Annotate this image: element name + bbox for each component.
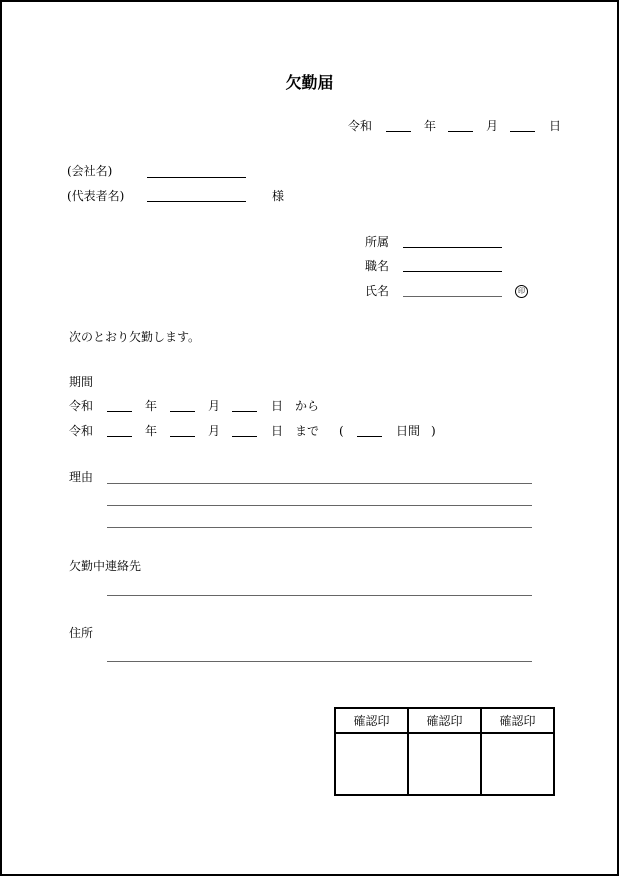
from-day-field[interactable]: [232, 411, 257, 412]
stamp-box-1[interactable]: [335, 733, 408, 795]
to-year-label: 年: [145, 424, 158, 438]
stamp-header-2: 確認印: [408, 708, 481, 733]
to-day-field[interactable]: [232, 436, 257, 437]
date-month-label: 月: [486, 119, 499, 133]
days-close-paren: ): [431, 424, 436, 438]
reason-label: 理由: [69, 470, 94, 484]
from-month-field[interactable]: [170, 411, 195, 412]
to-year-field[interactable]: [107, 436, 132, 437]
approval-stamp-table: [334, 707, 555, 796]
name-label: 氏名: [365, 284, 390, 298]
department-label: 所属: [365, 235, 390, 249]
seal-icon: 印: [515, 285, 528, 298]
company-label: (会社名): [67, 164, 113, 178]
to-month-label: 月: [208, 424, 221, 438]
contact-line[interactable]: [107, 595, 532, 596]
statement-text: 次のとおり欠勤します。: [69, 330, 201, 344]
date-day-label: 日: [549, 119, 562, 133]
address-label: 住所: [69, 626, 94, 640]
days-open-paren: (: [339, 424, 344, 438]
representative-label: (代表者名): [67, 189, 125, 203]
department-field[interactable]: [403, 247, 502, 248]
position-label: 職名: [365, 259, 390, 273]
to-month-field[interactable]: [170, 436, 195, 437]
to-suffix: まで: [295, 424, 320, 438]
date-year-field[interactable]: [386, 131, 411, 132]
reason-line-1[interactable]: [107, 483, 532, 484]
to-day-label: 日: [271, 424, 284, 438]
reason-line-3[interactable]: [107, 527, 532, 528]
from-day-label: 日: [271, 399, 284, 413]
days-count-field[interactable]: [357, 436, 382, 437]
from-month-label: 月: [208, 399, 221, 413]
stamp-header-1: 確認印: [335, 708, 408, 733]
days-label: 日間: [396, 424, 421, 438]
to-era-label: 令和: [69, 424, 94, 438]
page-title: 欠勤届: [285, 73, 334, 92]
from-era-label: 令和: [69, 399, 94, 413]
from-year-label: 年: [145, 399, 158, 413]
stamp-box-2[interactable]: [408, 733, 481, 795]
date-year-label: 年: [424, 119, 437, 133]
from-year-field[interactable]: [107, 411, 132, 412]
date-era-label: 令和: [348, 119, 373, 133]
company-field[interactable]: [147, 177, 246, 178]
name-field[interactable]: [403, 296, 502, 297]
address-line[interactable]: [107, 661, 532, 662]
from-suffix: から: [295, 399, 320, 413]
position-field[interactable]: [403, 271, 502, 272]
stamp-header-3: 確認印: [481, 708, 554, 733]
period-heading: 期間: [69, 375, 94, 389]
stamp-box-3[interactable]: [481, 733, 554, 795]
contact-label: 欠勤中連絡先: [69, 559, 142, 573]
reason-line-2[interactable]: [107, 505, 532, 506]
honorific-label: 様: [272, 189, 285, 203]
representative-field[interactable]: [147, 201, 246, 202]
date-day-field[interactable]: [510, 131, 535, 132]
date-month-field[interactable]: [448, 131, 473, 132]
